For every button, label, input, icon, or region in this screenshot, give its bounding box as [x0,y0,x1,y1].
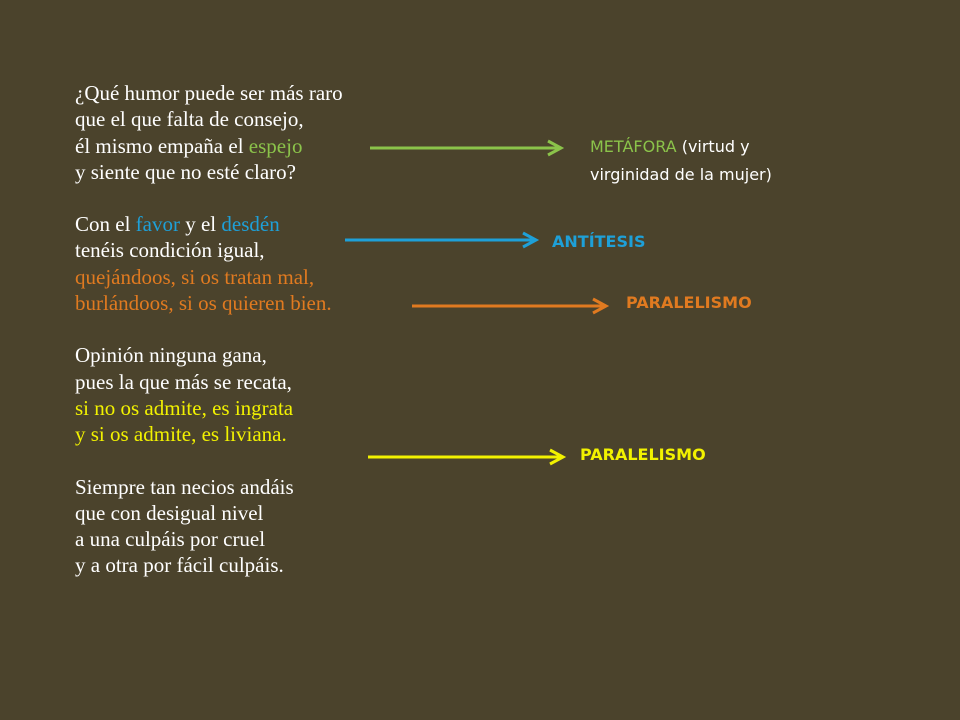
highlighted-text: si no os admite, es ingrata [75,395,294,420]
metafora-keyword: METÁFORA [590,137,677,156]
highlighted-text: espejo [248,133,303,158]
line-text: que con desigual nivel [75,500,264,525]
arrow-blue [345,233,536,247]
metafora-line2: virginidad de la mujer) [590,165,772,184]
line-text: y a otra por fácil culpáis. [75,553,284,578]
arrow-yellow [368,450,563,464]
line-text: Siempre tan necios andáis [75,474,294,499]
line-text: él mismo empaña el [75,133,249,158]
line-text: Con el [75,212,136,237]
highlighted-text: desdén [221,212,280,237]
arrow-green [370,141,561,155]
line-text: que el que falta de consejo, [75,107,304,132]
line-text: pues la que más se recata, [75,369,292,394]
annotation-metafora [590,133,772,189]
line-text: ¿Qué humor puede ser más raro [75,81,343,105]
highlighted-text: favor [135,212,180,237]
arrow-orange [412,299,606,313]
highlighted-text: quejándoos, si os tratan mal, [75,264,315,289]
annotation-paralelismo-1: PARALELISMO [626,293,752,312]
metafora-line1: (virtud y [676,137,750,156]
highlighted-text: burlándoos, si os quieren bien. [75,291,332,316]
highlighted-text: y si os admite, es liviana. [75,422,287,447]
line-text: y siente que no esté claro? [75,159,296,184]
annotation-antitesis: ANTÍTESIS [552,232,646,251]
line-text: Opinión ninguna gana, [75,343,267,368]
annotation-paralelismo-2: PARALELISMO [580,445,706,464]
line-text: a una culpáis por cruel [75,527,266,552]
line-text: tenéis condición igual, [75,238,265,263]
line-text: y el [179,212,222,237]
